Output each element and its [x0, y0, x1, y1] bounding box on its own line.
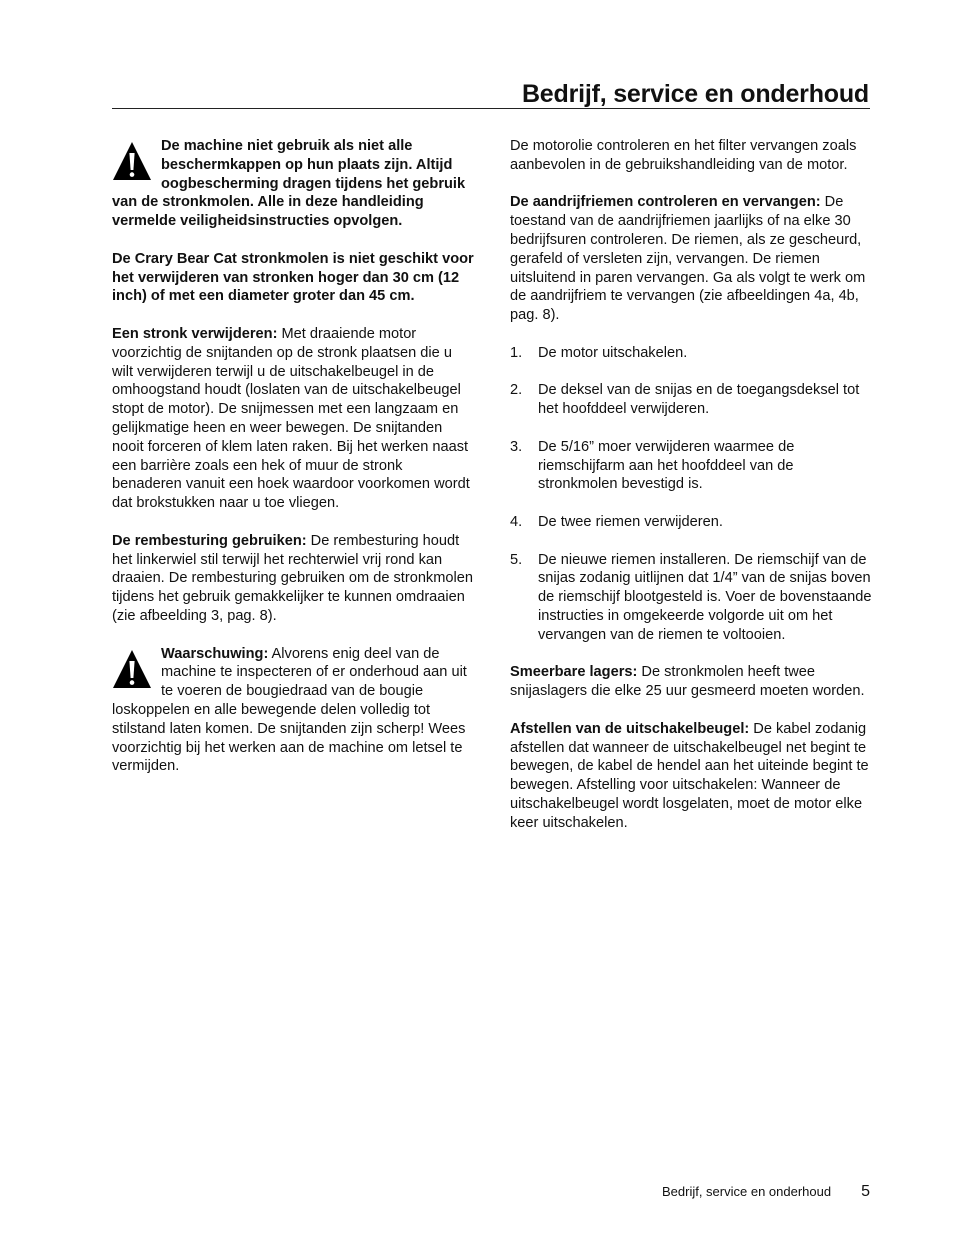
list-item: [510, 551, 872, 645]
step-number: 3.: [510, 438, 523, 455]
warning-text: Alvorens enig deel van de machine te inspecteren of er onderhoud aan uit te voeren de bougiedraad van de bougie loskoppelen en alle bewegende delen volledig tot stilstand laten komen. De snijtanden zijn scherp! Wees voorzichtig bij het werken aan de machine om letsel te vermijden.: [112, 645, 467, 775]
page-number: 5: [861, 1183, 870, 1200]
section-heading: Een stronk verwijderen:: [112, 325, 278, 342]
list-item: [510, 381, 872, 419]
step-text: De 5/16” moer verwijderen waarmee de riemschijfarm aan het hoofddeel van de stronkmolen bevestigd is.: [538, 438, 795, 493]
warning-heading: Waarschuwing:: [161, 645, 269, 662]
page-footer: [662, 1183, 870, 1201]
right-column: [510, 137, 872, 851]
step-number: 2.: [510, 382, 523, 399]
step-number: 5.: [510, 551, 523, 568]
step-text: De nieuwe riemen installeren. De riemschijf van de snijas zodanig uitlijnen dat 1/4” van de snijas boven de riemschijf blootgesteld is. Voer de bovenstaande instructies in omgekeerde volgorde uit om het vervangen van de riemen te voltooien.: [538, 551, 872, 643]
section-text: De toestand van de aandrijfriemen jaarlijks of na elke 30 bedrijfsuren controleren. De riemen, als ze gescheurd, gerafeld of versleten zijn, vervangen. De riemen uitsluitend in paren vervangen. Ga als volgt te werk om de aandrijfriem te vervangen (zie afbeeldingen 4a, 4b, pag. 8).: [510, 194, 866, 324]
section-drive-belts: [510, 193, 872, 325]
header-rule: [112, 108, 870, 109]
footer-label: Bedrijf, service en onderhoud: [661, 1184, 832, 1199]
capacity-notice: De Crary Bear Cat stronkmolen is niet geschikt voor het verwijderen van stronken hoger dan 30 cm (12 inch) of met een diameter groter dan 45 cm.: [112, 250, 474, 305]
section-heading: De aandrijfriemen controleren en vervangen:: [510, 194, 821, 211]
section-heading: Smeerbare lagers:: [510, 664, 638, 681]
belt-replacement-steps: [510, 344, 872, 645]
step-number: 4.: [510, 513, 523, 530]
step-text: De motor uitschakelen.: [538, 344, 688, 361]
warning-triangle-icon: [112, 649, 152, 689]
list-item: [510, 344, 872, 363]
warning-triangle-icon: [112, 141, 152, 181]
section-brake-control: [112, 532, 476, 626]
step-text: De deksel van de snijas en de toegangsdeksel tot het hoofddeel verwijderen.: [538, 382, 860, 418]
warning-block-protective-covers: [112, 137, 476, 231]
section-text: De kabel zodanig afstellen dat wanneer de uitschakelbeugel net begint te bewegen, de kabel de hendel aan het uiteinde begint te bewegen. Afstelling voor uitschakelen: Wanneer de uitschakelbeugel wordt losgelaten, moet de motor elke keer uitschakelen.: [510, 720, 869, 831]
oil-instructions: De motorolie controleren en het filter vervangen zoals aanbevolen in de gebruikshandleiding van de motor.: [510, 138, 857, 173]
warning-text: De machine niet gebruik als niet alle beschermkappen op hun plaats zijn. Altijd oogbescherming dragen tijdens het gebruik van de stronkmolen. Alle in deze handleiding vermelde veiligheidsinstructies opvolgen.: [112, 138, 466, 230]
section-heading: Afstellen van de uitschakelbeugel:: [510, 720, 750, 737]
section-text: De rembesturing houdt het linkerwiel stil terwijl het rechterwiel vrij rond kan draaien. De rembesturing gebruiken om de stronkmolen tijdens het gebruik gemakkelijker te kunnen omdraaien (zie afbeelding 3, pag. 8).: [112, 532, 473, 624]
step-text: De twee riemen verwijderen.: [538, 513, 723, 530]
section-heading: De rembesturing gebruiken:: [112, 532, 307, 549]
page-title: Bedrijf, service en onderhoud: [521, 80, 869, 108]
section-bearings: [510, 663, 872, 701]
warning-block-maintenance: [112, 645, 476, 777]
section-text: Met draaiende motor voorzichtig de snijtanden op de stronk plaatsen die u wilt verwijderen terwijl u de uitschakelbeugel in de omhoogstand houdt (loslaten van de uitschakelbeugel stopt de motor). De snijmessen met een langzaam en gelijkmatige heen en weer bewegen. De snijtanden nooit forceren of klem laten raken. Bij het werken naast een barrière zoals een hek of muur de stronk benaderen vanuit een hoek waardoor voorkomen wordt dat brokstukken naar u toe vliegen.: [112, 325, 470, 512]
list-item: [510, 513, 872, 532]
step-number: 1.: [510, 344, 523, 361]
section-bail-adjustment: [510, 720, 872, 833]
list-item: [510, 438, 872, 494]
section-stump-removal: [112, 325, 476, 513]
left-column: [112, 137, 476, 795]
section-text: De stronkmolen heeft twee snijaslagers die elke 25 uur gesmeerd moeten worden.: [510, 664, 865, 700]
